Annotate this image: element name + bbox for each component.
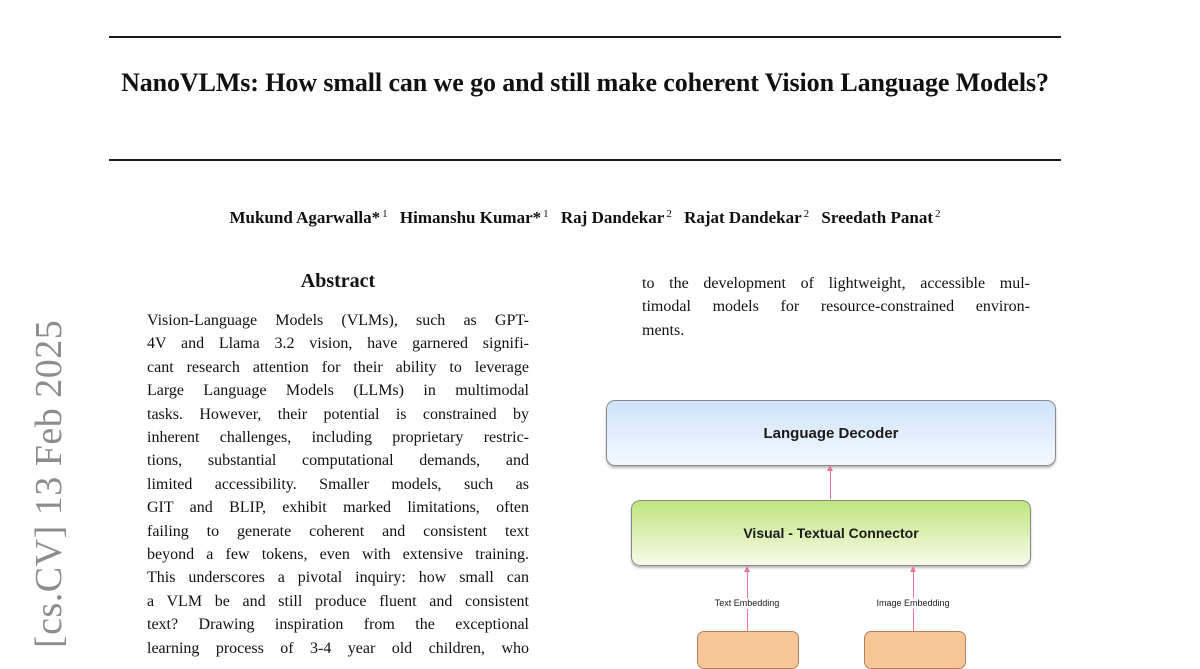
abstract-line: tasks. However, their potential is constrained by xyxy=(147,405,529,423)
abstract-line: Vision-Language Models (VLMs), such as GPT- xyxy=(147,312,529,329)
author: Mukund Agarwalla* $^1$ xyxy=(229,208,388,227)
body-line: timodal models for resource-constrained environ- xyxy=(642,298,1030,316)
abstract-line: text? Drawing inspiration from the exceptional xyxy=(147,616,529,634)
abstract-line: a VLM be and still produce fluent and consistent xyxy=(147,592,529,610)
author: Himanshu Kumar* $^1$ xyxy=(399,208,549,227)
abstract-body xyxy=(147,309,529,660)
image-embedding-label: Image Embedding xyxy=(876,598,950,608)
abstract-line: inherent challenges, including proprietary restric- xyxy=(147,429,529,447)
abstract-line: beyond a few tokens, even with extensive training. xyxy=(147,546,529,564)
connector-label: Visual - Textual Connector xyxy=(743,525,919,541)
abstract-line: tions, substantial computational demands, and xyxy=(147,452,529,470)
text-input-box xyxy=(697,631,799,669)
language-decoder-label: Language Decoder xyxy=(763,424,899,442)
author-list xyxy=(109,203,1061,229)
right-column-text xyxy=(642,272,1030,342)
architecture-figure xyxy=(600,395,1060,648)
arxiv-side-stamp: [cs.CV] 13 Feb 2025 xyxy=(28,319,70,648)
abstract-line: limited accessibility. Smaller models, such as xyxy=(147,475,529,493)
language-decoder-box xyxy=(606,400,1056,466)
abstract-line: GIT and BLIP, exhibit marked limitations, often xyxy=(147,499,529,517)
body-line: to the development of lightweight, accessible mul- xyxy=(642,275,1030,292)
body-line: ments. xyxy=(642,321,685,339)
abstract-line: Large Language Models (LLMs) in multimodal xyxy=(147,382,529,400)
title-bottom-rule xyxy=(109,159,1061,161)
abstract-line: failing to generate coherent and consistent text xyxy=(147,522,529,540)
abstract-line: learning process of 3-4 year old children, who xyxy=(147,639,529,657)
author: Sreedath Panat $^2$ xyxy=(821,208,941,227)
arrow-up-icon xyxy=(830,466,831,499)
abstract-heading: Abstract xyxy=(300,270,376,292)
title-top-rule xyxy=(109,36,1061,38)
author: Rajat Dandekar $^2$ xyxy=(684,208,810,227)
author: Raj Dandekar $^2$ xyxy=(560,208,672,227)
image-input-box xyxy=(864,631,966,669)
abstract-line: This underscores a pivotal inquiry: how small can xyxy=(147,569,529,587)
abstract-line: 4V and Llama 3.2 vision, have garnered signifi- xyxy=(147,335,529,353)
abstract-line: cant research attention for their ability to leverage xyxy=(147,358,529,376)
visual-textual-connector-box xyxy=(631,500,1031,566)
text-embedding-label: Text Embedding xyxy=(714,598,780,608)
paper-title: NanoVLMs: How small can we go and still make coherent Vision Language Models? xyxy=(121,68,1049,97)
